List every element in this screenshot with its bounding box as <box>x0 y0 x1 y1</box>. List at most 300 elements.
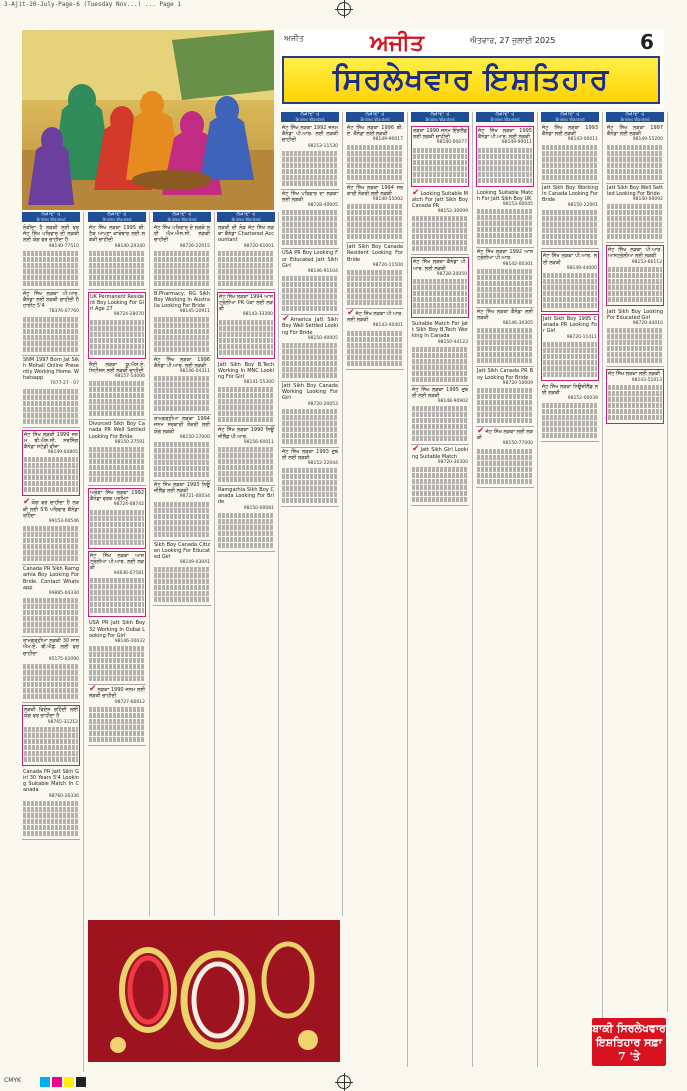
ad-body-line <box>542 228 598 233</box>
column-header-subtitle: Brides Wanted <box>620 117 650 122</box>
ad-text: ਜੱਟ ਸਿੱਖ ਲੜਕਾ ਨਿਊਜ਼ੀਲੈਂਡ ਲਈ ਲੜਕੀ <box>542 383 598 397</box>
ad-body-line <box>282 288 338 293</box>
ad-body-line <box>218 269 274 274</box>
ad-body-line <box>542 175 598 180</box>
ad-body-line <box>282 409 338 414</box>
ad-body-line <box>24 727 78 732</box>
ad-body-line <box>282 498 338 503</box>
classified-ad <box>88 420 146 486</box>
ad-body-line <box>608 409 662 414</box>
ad-body-line <box>477 418 533 423</box>
ad-body-line <box>477 227 533 232</box>
ad-phone: 98143-00011 <box>567 137 598 143</box>
ad-body-line <box>413 178 467 183</box>
ad-phone: 98140-00092 <box>632 197 663 203</box>
yellow-swatch <box>64 1077 74 1087</box>
ad-body-line <box>543 342 597 347</box>
ad-body-line <box>477 269 533 274</box>
ad-text: Jatt Sikh Boy Canada Resident Looking For Bride <box>347 244 403 263</box>
ad-body-line <box>282 157 338 162</box>
ad-body-line <box>282 234 338 239</box>
ad-body-line <box>412 406 468 411</box>
ad-text: ਜੱਟ ਸਿੱਖ ਲੜਕਾ 1994 ਆਸਟ੍ਰੇਲੀਆ PR ਪੱਕਾ ਲਈ ਲੜਕੀ <box>219 293 273 313</box>
ad-body-line <box>89 719 145 724</box>
ad-text: Jatt Sikh Girl Looking Suitable Match <box>412 447 468 460</box>
ad-body-line <box>477 328 533 333</box>
ad-text: ਜੱਟ ਸਿੱਖ ਲੜਕੀ 1999 ਜਨਮ ਬੀ.ਐਸ.ਸੀ. ਨਰਸਿੰਗ ਕੈਨੇਡਾ ਸਟੱਡੀ ਵੀਜ਼ਾ <box>24 431 78 451</box>
classified-ad <box>217 486 275 552</box>
classified-ad <box>476 367 534 427</box>
classified-ad <box>281 124 339 190</box>
ad-body-line <box>608 285 662 290</box>
ad-phone: 98140-29340 <box>114 243 145 249</box>
ad-body-line <box>282 427 338 432</box>
ad-body-line <box>90 528 144 533</box>
ad-body-line <box>282 486 338 491</box>
ad-body-line <box>23 389 79 394</box>
ad-body-line <box>282 421 338 426</box>
ad-body-line <box>23 556 79 561</box>
column-divider <box>214 212 215 916</box>
classified-ad <box>22 290 80 356</box>
ad-body-line <box>412 353 468 358</box>
ad-body-line <box>218 405 274 410</box>
ad-body-line <box>154 472 210 477</box>
ad-body-line <box>90 608 144 613</box>
ad-body-line <box>477 406 533 411</box>
ad-body-line <box>282 355 338 360</box>
ad-body-line <box>154 591 210 596</box>
ad-text: ਜੱਟ ਸਿੱਖ ਲੜਕਾ ਆਸਟ੍ਰੇਲੀਆ ਪੀ.ਆਰ. ਲਈ ਲੜਕੀ <box>90 552 144 572</box>
ad-body-line <box>412 436 468 441</box>
ad-text: ਰਾਮਗੜ੍ਹੀਆ ਲੜਕੀ 30 ਸਾਲ ਐਮ.ਏ. ਬੀ.ਐਡ. ਲਈ ਵਰ ਚਾਹੀਦਾ <box>23 638 79 657</box>
ad-body-line <box>23 407 79 412</box>
ad-body-line <box>282 439 338 444</box>
ad-body-line <box>413 291 467 296</box>
ad-body-line <box>542 145 598 150</box>
ad-body-line <box>477 467 533 472</box>
ad-body-line <box>89 269 145 274</box>
ad-phone: 94636-07581 <box>113 571 144 577</box>
ad-body-line <box>219 338 273 343</box>
ad-body-line <box>412 485 468 490</box>
ad-body-line <box>89 263 145 268</box>
ad-body-line <box>23 616 79 621</box>
ad-body-line <box>478 178 532 183</box>
ad-phone: 98140-77510 <box>48 243 79 249</box>
ad-phone: 98150-27591 <box>114 439 145 445</box>
ad-phone: 98721-00034 <box>179 494 210 500</box>
ad-body-line <box>347 270 403 275</box>
column-divider <box>278 212 279 916</box>
ad-body-line <box>24 733 78 738</box>
classified-ad <box>541 184 599 250</box>
classified-ad <box>411 257 469 318</box>
classified-ad <box>606 245 664 306</box>
ad-body-line <box>607 145 663 150</box>
ad-body-line <box>23 538 79 543</box>
column-divider <box>667 112 668 1012</box>
ad-body-line <box>412 424 468 429</box>
classified-ad <box>153 290 211 356</box>
ad-body-line <box>282 169 338 174</box>
classified-ad <box>22 224 80 290</box>
ad-body-line <box>542 433 598 438</box>
column-header-title: ਲੋੜੀਂਦਾ ਹੈ <box>495 111 515 117</box>
ad-body-line <box>282 367 338 372</box>
ad-body-line <box>413 148 467 153</box>
ad-body-line <box>543 297 597 302</box>
ad-body-line <box>413 309 467 314</box>
ad-body-line <box>218 525 274 530</box>
ad-body-line <box>89 658 145 663</box>
callout-line-2: ਇਸ਼ਤਿਹਾਰ ਸਫ਼ਾ 7 'ਤੇ <box>596 1036 662 1063</box>
ad-body-line <box>477 293 533 298</box>
ad-body-line <box>542 427 598 432</box>
ad-body-line <box>154 567 210 572</box>
ad-body-line <box>607 157 663 162</box>
ad-body-line <box>219 350 273 355</box>
ad-text: ਲੜਕਾ 1990 ਜਨਮ ਲਈ ਲੜਕੀ ਚਾਹੀਦੀ <box>89 687 145 700</box>
ad-body-line <box>347 175 403 180</box>
classified-ad <box>411 320 469 386</box>
ad-body-line <box>23 329 79 334</box>
column-header-subtitle: Brides Wanted <box>360 117 390 122</box>
ad-body-line <box>347 343 403 348</box>
column-header <box>411 112 469 122</box>
classified-ad <box>346 309 404 370</box>
ad-body-line <box>154 532 210 537</box>
ad-body-line <box>23 269 79 274</box>
ad-body-line <box>24 751 78 756</box>
ad-text: ਜੱਟ ਸਿੱਖ ਲੜਕਾ 1992 ਆਸਟ੍ਰੇਲੀਆ ਪੀ.ਆਰ. <box>477 249 533 262</box>
ad-text: ਜੱਟ ਸਿੱਖ ਲੜਕਾ ਕੈਨੇਡਾ ਲਈ ਲੜਕੀ <box>477 308 533 322</box>
ad-body-line <box>608 397 662 402</box>
ad-text: Jatt Sikh Boy B.Tech Working In MNC Looking For Girl <box>218 361 274 381</box>
ad-body-line <box>607 169 663 174</box>
ad-body-line <box>347 276 403 281</box>
ad-phone: 98150-22001 <box>567 203 598 209</box>
classified-ad <box>541 314 599 381</box>
ad-body-line <box>218 537 274 542</box>
column-header <box>88 212 146 222</box>
ad-phone: 98720-61001 <box>243 243 274 249</box>
ad-body-line <box>607 358 663 363</box>
ad-body-line <box>219 320 273 325</box>
column-header-title: ਲੋੜੀਂਦਾ ਹੈ <box>365 111 385 117</box>
ad-body-line <box>154 514 210 519</box>
ad-body-line <box>543 366 597 371</box>
column-header <box>153 212 211 222</box>
ad-body-line <box>607 228 663 233</box>
ad-phone: 98146-04311 <box>179 369 210 375</box>
ad-body-line <box>282 361 338 366</box>
ad-body-line <box>24 463 78 468</box>
ad-phone: 98145-20911 <box>179 309 210 315</box>
ad-body-line <box>89 465 145 470</box>
ad-body-line <box>24 745 78 750</box>
ad-text: UK Permanent Resident Boy Looking For Girl Age 27 <box>90 293 144 313</box>
ad-body-line <box>412 222 468 227</box>
ad-body-line <box>89 652 145 657</box>
ad-body-line <box>608 291 662 296</box>
ad-body-line <box>89 381 145 386</box>
ad-text: ਜੱਟ ਸਿੱਖ ਲੜਕਾ 1997 ਕੈਨੇਡਾ ਲਈ ਲੜਕੀ <box>607 125 663 138</box>
column-divider <box>537 112 538 1067</box>
ad-body-line <box>347 222 403 227</box>
classified-ad <box>476 189 534 249</box>
ad-phone: 98149-55200 <box>632 137 663 143</box>
ad-body-line <box>477 412 533 417</box>
ad-column <box>606 124 664 1012</box>
ad-body-line <box>477 479 533 484</box>
ad-text: Jatt Sikh Canada PR Boy Looking For Bride <box>477 368 533 381</box>
ad-body-line <box>154 376 210 381</box>
ad-phone: 98157-54006 <box>114 374 145 380</box>
classified-ad <box>281 382 339 448</box>
ad-body-line <box>477 388 533 393</box>
ad-text: Looking Suitable Match For Jatt Sikh Boy Canada PR <box>412 190 468 210</box>
ad-body-line <box>282 433 338 438</box>
ad-body-line <box>413 172 467 177</box>
ad-phone: 98720-20053 <box>307 401 338 407</box>
ad-body-line <box>218 519 274 524</box>
ad-body-line <box>608 403 662 408</box>
ad-body-line <box>347 169 403 174</box>
ad-phone: 98149-90011 <box>501 140 532 146</box>
classified-ad <box>88 224 146 290</box>
ad-body-line <box>282 480 338 485</box>
ad-text: Canada PR Jatt Sikh Girl 30 Years 5'4 Looking Suitable Match In Canada <box>23 768 79 794</box>
ad-body-line <box>347 294 403 299</box>
ad-text: ਲੋੜੀਂਦਾ ਹੈ ਲੜਕੀ ਲਈ ਵਰ ਜੱਟ ਸਿੱਖ ਪਰਿਵਾਰ ਦੀ ਲੜਕੀ ਲਈ ਯੋਗ ਵਰ ਚਾਹੀਦਾ ਹੈ <box>23 225 79 244</box>
ad-phone: 99885-04330 <box>48 591 79 597</box>
ad-column <box>541 124 599 1067</box>
ad-body-line <box>412 497 468 502</box>
ad-body-line <box>89 725 145 730</box>
ad-text: Jatt Sikh Boy Canada Working Looking For Girl <box>282 383 338 402</box>
ad-text: Ramgarhia Sikh Boy Canada Looking For Bride <box>218 487 274 506</box>
classified-ad <box>281 448 339 508</box>
ad-body-line <box>607 216 663 221</box>
classified-ad <box>606 184 664 244</box>
ad-body-line <box>219 344 273 349</box>
ad-body-line <box>89 459 145 464</box>
classified-ad <box>541 251 599 312</box>
classified-ad <box>476 126 534 187</box>
ad-phone: 98724-08742 <box>113 502 144 508</box>
classified-ad <box>22 637 80 703</box>
column-header <box>281 112 339 122</box>
ad-phone: 98150-77000 <box>502 441 533 447</box>
ad-body-line <box>89 257 145 262</box>
ad-body-line <box>89 676 145 681</box>
ad-body-line <box>413 285 467 290</box>
ad-body-line <box>608 273 662 278</box>
ad-body-line <box>347 234 403 239</box>
ad-column <box>22 224 80 1072</box>
ad-body-line <box>218 393 274 398</box>
ad-body-line <box>542 240 598 245</box>
ad-body-line <box>282 415 338 420</box>
classified-ad <box>411 445 469 506</box>
ad-phone: 98728-40005 <box>307 203 338 209</box>
ad-body-line <box>282 222 338 227</box>
classified-ad <box>22 498 80 565</box>
ad-body-line <box>347 288 403 293</box>
classified-ad <box>22 705 80 766</box>
ad-body-line <box>543 348 597 353</box>
ad-body-line <box>218 257 274 262</box>
ad-phone: 98156-60011 <box>243 439 274 445</box>
ad-body-line <box>23 598 79 603</box>
column-header-title: ਲੋੜੀਂਦਾ ਹੈ <box>430 111 450 117</box>
ad-phone: 98726-22015 <box>179 243 210 249</box>
ad-body-line <box>347 337 403 342</box>
column-header-subtitle: Brides Wanted <box>167 217 197 222</box>
ad-body-line <box>154 317 210 322</box>
print-color-bar <box>0 1075 687 1089</box>
classified-ad <box>88 292 146 359</box>
ad-body-line <box>24 481 78 486</box>
ad-body-line <box>478 166 532 171</box>
ad-text: ਜੱਟ ਸਿੱਖ ਲੜਕਾ 1996 ਬੀ.ਏ. ਕੈਨੇਡਾ ਲਈ ਲੜਕੀ <box>347 125 403 138</box>
ad-body-line <box>477 334 533 339</box>
ad-phone: 98149-44000 <box>566 265 597 271</box>
ad-body-line <box>542 216 598 221</box>
ad-body-line <box>413 279 467 284</box>
classified-ad <box>281 315 339 382</box>
ad-body-line <box>24 487 78 492</box>
column-header-title: ਲੋੜੀਂਦਾ ਹੈ <box>300 111 320 117</box>
ad-body-line <box>89 471 145 476</box>
ad-text: ਜੱਟ ਸਿੱਖ ਪਰਿਵਾਰ ਦਾ ਲੜਕਾ ਲਈ ਲੜਕੀ <box>282 190 338 204</box>
ad-body-line <box>23 682 79 687</box>
ad-body-line <box>282 343 338 348</box>
cmyk-label: CMYK <box>4 1077 21 1084</box>
ad-body-line <box>542 421 598 426</box>
ad-body-line <box>282 306 338 311</box>
ad-body-line <box>412 246 468 251</box>
ad-body-line <box>154 269 210 274</box>
ad-body-line <box>89 411 145 416</box>
ad-body-line <box>154 275 210 280</box>
ad-body-line <box>607 204 663 209</box>
ad-body-line <box>23 413 79 418</box>
ad-body-line <box>347 204 403 209</box>
ad-phone: 95175-02090 <box>48 656 79 662</box>
ad-body-line <box>218 263 274 268</box>
ad-phone: 98760-26330 <box>48 793 79 799</box>
ad-body-line <box>218 275 274 280</box>
ad-body-line <box>477 394 533 399</box>
ad-body-line <box>218 477 274 482</box>
ad-phone: 98146-30305 <box>502 321 533 327</box>
column-divider <box>407 112 408 1067</box>
ad-column <box>88 224 146 916</box>
ad-body-line <box>154 335 210 340</box>
ad-body-line <box>282 474 338 479</box>
ad-body-line <box>90 344 144 349</box>
ad-text: America Jatt Sikh Boy Well Settled Looking For Bride <box>282 317 338 336</box>
ad-body-line <box>218 465 274 470</box>
ad-body-line <box>477 346 533 351</box>
ad-body-line <box>23 813 79 818</box>
column-header-subtitle: Brides Wanted <box>490 117 520 122</box>
ad-body-line <box>90 596 144 601</box>
ad-body-line <box>154 382 210 387</box>
ad-body-line <box>154 263 210 268</box>
ad-body-line <box>90 540 144 545</box>
ad-body-line <box>608 279 662 284</box>
column-divider <box>149 212 150 916</box>
ad-body-line <box>477 299 533 304</box>
ad-body-line <box>543 372 597 377</box>
ad-body-line <box>23 819 79 824</box>
ad-body-line <box>542 151 598 156</box>
ad-body-line <box>23 275 79 280</box>
ad-phone: 98152-00039 <box>567 396 598 402</box>
ad-phone: 98143-40401 <box>372 323 403 329</box>
ad-body-line <box>542 157 598 162</box>
section-title: ਸਿਰਲੇਖਵਾਰ ਇਸ਼ਤਿਹਾਰ <box>332 62 610 97</box>
classified-ad <box>22 430 80 497</box>
ad-body-line <box>218 471 274 476</box>
ad-body-line <box>412 216 468 221</box>
ad-text: ਜੱਟ ਸਿੱਖ ਲੜਕਾ 1993 ਕੈਨੇਡਾ ਲਈ ਲੜਕੀ <box>542 125 598 138</box>
ad-phone: 98765-31212 <box>47 719 78 725</box>
ad-body-line <box>412 412 468 417</box>
ad-body-line <box>607 328 663 333</box>
ad-body-line <box>478 160 532 165</box>
ad-body-line <box>282 349 338 354</box>
ad-phone: 98148-90902 <box>437 399 468 405</box>
ad-body-line <box>413 297 467 302</box>
column-header-title: ਲੋੜੀਂਦਾ ਹੈ <box>172 211 192 217</box>
ad-text: ਜੱਟ ਸਿੱਖ ਲੜਕਾ ਪੀ.ਆਰ. ਆਸਟ੍ਰੇਲੀਆ ਲਈ ਲੜਕੀ <box>608 247 662 260</box>
ad-body-line <box>478 172 532 177</box>
ad-body-line <box>90 522 144 527</box>
ad-body-line <box>23 401 79 406</box>
ad-body-line <box>89 646 145 651</box>
column-header-title: ਲੋੜੀਂਦਾ ਹੈ <box>625 111 645 117</box>
classified-ad <box>411 126 469 187</box>
ad-body-line <box>23 801 79 806</box>
ad-phone: 98142-00301 <box>502 261 533 267</box>
ad-column <box>411 124 469 1067</box>
magenta-swatch <box>52 1077 62 1087</box>
classified-ad <box>346 124 404 184</box>
ad-body-line <box>477 461 533 466</box>
ad-body-line <box>154 341 210 346</box>
ad-body-line <box>477 340 533 345</box>
ad-phone: 98149-90017 <box>372 137 403 143</box>
ad-body-line <box>607 346 663 351</box>
column-header-subtitle: Brides Wanted <box>36 217 66 222</box>
ad-body-line <box>477 275 533 280</box>
ad-body-line <box>607 352 663 357</box>
ad-body-line <box>89 281 145 286</box>
column-header-subtitle: Brides Wanted <box>555 117 585 122</box>
section-banner <box>282 56 660 104</box>
bangles-illustration <box>88 920 340 1062</box>
ad-body-line <box>477 455 533 460</box>
ad-body-line <box>478 148 532 153</box>
classified-ad <box>153 541 211 607</box>
ad-body-line <box>412 359 468 364</box>
ad-body-line <box>89 387 145 392</box>
ad-body-line <box>282 210 338 215</box>
